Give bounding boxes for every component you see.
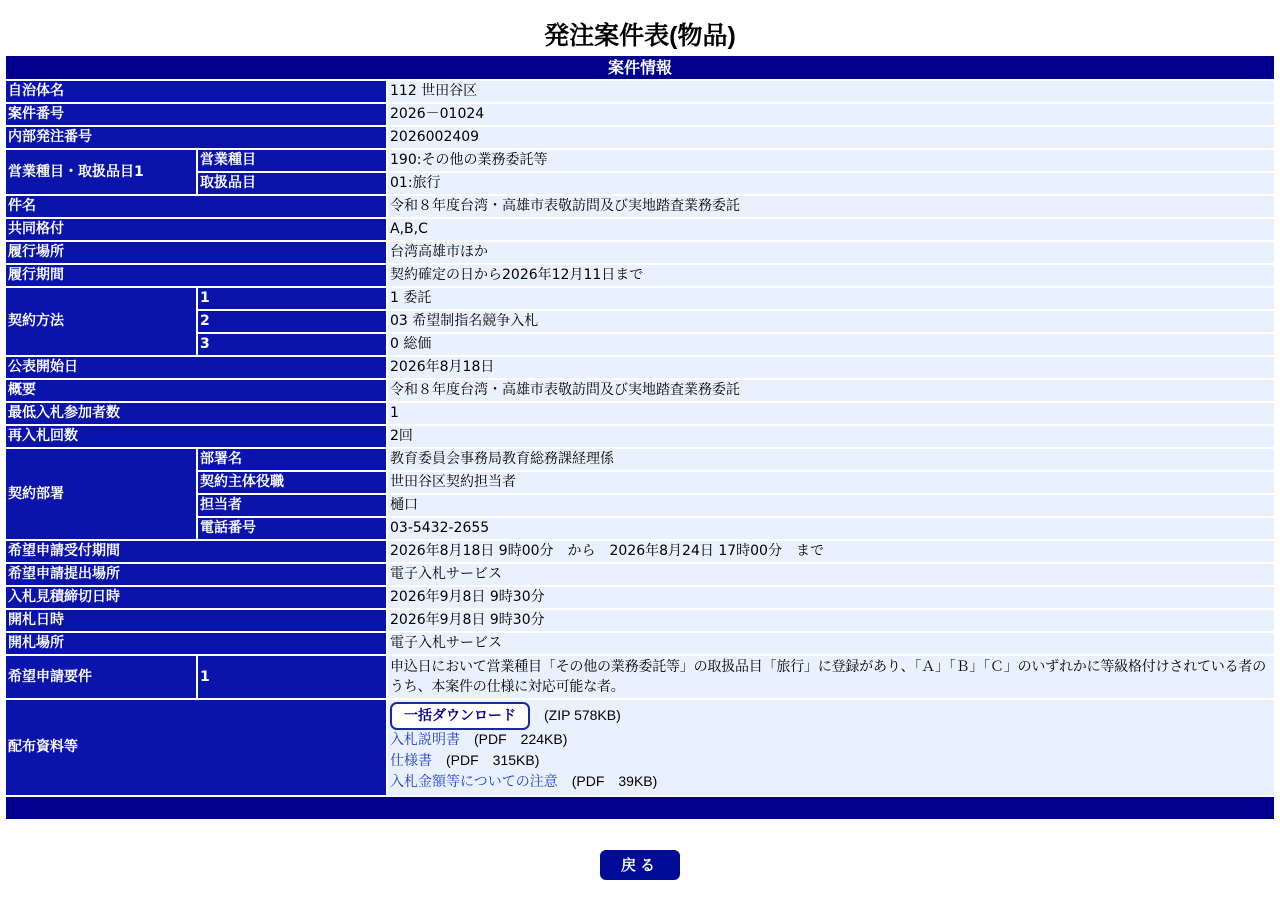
value-basho: 台湾高雄市ほか	[386, 242, 1274, 263]
label-kohyo: 公表開始日	[6, 357, 386, 378]
bulk-download-meta: (ZIP 578KB)	[544, 707, 621, 723]
value-mitsumori: 2026年9月8日 9時30分	[386, 587, 1274, 608]
label-kenmei: 件名	[6, 196, 386, 217]
sublabel-toriatsukai: 取扱品目	[196, 173, 386, 194]
value-saitei: 1	[386, 403, 1274, 424]
value-hoho-3: 0 総価	[386, 334, 1274, 355]
value-yoken: 申込日において営業種目「その他の業務委託等」の取扱品目「旅行」に登録があり、「Ａ」「Ｂ」「Ｃ」のいずれかに等級格付けされている者のうち、本案件の仕様に対応可能な者。	[386, 656, 1274, 698]
doc-link-kingaku-chui[interactable]: 入札金額等についての注意	[390, 774, 558, 790]
label-hoho: 契約方法	[6, 288, 196, 355]
label-jichitai: 自治体名	[6, 81, 386, 102]
back-button[interactable]: 戻る	[600, 850, 680, 880]
sublabel-denwa: 電話番号	[196, 518, 386, 539]
label-kaisatsu-dt: 開札日時	[6, 610, 386, 631]
label-kyodo: 共同格付	[6, 219, 386, 240]
section-header: 案件情報	[6, 56, 1274, 79]
value-kikan: 契約確定の日から2026年12月11日まで	[386, 265, 1274, 286]
value-denwa: 03-5432-2655	[386, 518, 1274, 539]
case-info-table	[6, 54, 1274, 821]
value-sainyu: 2回	[386, 426, 1274, 447]
value-kohyo: 2026年8月18日	[386, 357, 1274, 378]
label-basho: 履行場所	[6, 242, 386, 263]
value-naibu-no: 2026002409	[386, 127, 1274, 148]
label-haifu: 配布資料等	[6, 700, 386, 795]
value-anken-no: 2026－01024	[386, 104, 1274, 125]
footer-bar	[6, 797, 1274, 819]
label-mitsumori: 入札見積締切日時	[6, 587, 386, 608]
sublabel-bushomei: 部署名	[196, 449, 386, 470]
haifu-docs	[386, 700, 1274, 795]
sublabel-hoho-2: 2	[196, 311, 386, 332]
value-kaisatsu-dt: 2026年9月8日 9時30分	[386, 610, 1274, 631]
sublabel-hoho-1: 1	[196, 288, 386, 309]
value-hoho-1: 1 委託	[386, 288, 1274, 309]
doc-link-nyusatsu-setsumei[interactable]: 入札説明書	[390, 732, 460, 748]
value-toriatsukai: 01:旅行	[386, 173, 1274, 194]
doc-link-shiyosho[interactable]: 仕様書	[390, 753, 432, 769]
label-teishutsu: 希望申請提出場所	[6, 564, 386, 585]
value-bushomei: 教育委員会事務局教育総務課経理係	[386, 449, 1274, 470]
label-saitei: 最低入札参加者数	[6, 403, 386, 424]
value-gaiyo: 令和８年度台湾・高雄市表敬訪問及び実地踏査業務委託	[386, 380, 1274, 401]
value-uketsuke: 2026年8月18日 9時00分 から 2026年8月24日 17時00分 まで	[386, 541, 1274, 562]
page-title: 発注案件表(物品)	[544, 22, 736, 50]
bulk-download-button[interactable]: 一括ダウンロード	[390, 702, 530, 730]
label-naibu-no: 内部発注番号	[6, 127, 386, 148]
label-anken-no: 案件番号	[6, 104, 386, 125]
value-tantosha: 樋口	[386, 495, 1274, 516]
value-kyodo: A,B,C	[386, 219, 1274, 240]
label-eigyo: 営業種目・取扱品目1	[6, 150, 196, 194]
label-gaiyo: 概要	[6, 380, 386, 401]
value-hoho-2: 03 希望制指名競争入札	[386, 311, 1274, 332]
label-busho: 契約部署	[6, 449, 196, 539]
label-yoken: 希望申請要件	[6, 656, 196, 698]
value-yakushoku: 世田谷区契約担当者	[386, 472, 1274, 493]
label-sainyu: 再入札回数	[6, 426, 386, 447]
value-kenmei: 令和８年度台湾・高雄市表敬訪問及び実地踏査業務委託	[386, 196, 1274, 217]
doc-meta-kingaku-chui: (PDF 39KB)	[571, 773, 658, 789]
label-uketsuke: 希望申請受付期間	[6, 541, 386, 562]
value-teishutsu: 電子入札サービス	[386, 564, 1274, 585]
sublabel-eigyo-shumoku: 営業種目	[196, 150, 386, 171]
value-jichitai: 112 世田谷区	[386, 81, 1274, 102]
doc-meta-shiyosho: (PDF 315KB)	[446, 752, 540, 768]
label-kaisatsu-place: 開札場所	[6, 633, 386, 654]
value-kaisatsu-place: 電子入札サービス	[386, 633, 1274, 654]
sublabel-yoken-1: 1	[196, 656, 386, 698]
label-kikan: 履行期間	[6, 265, 386, 286]
value-eigyo-shumoku: 190:その他の業務委託等	[386, 150, 1274, 171]
sublabel-hoho-3: 3	[196, 334, 386, 355]
sublabel-yakushoku: 契約主体役職	[196, 472, 386, 493]
doc-meta-nyusatsu-setsumei: (PDF 224KB)	[474, 731, 568, 747]
sublabel-tantosha: 担当者	[196, 495, 386, 516]
